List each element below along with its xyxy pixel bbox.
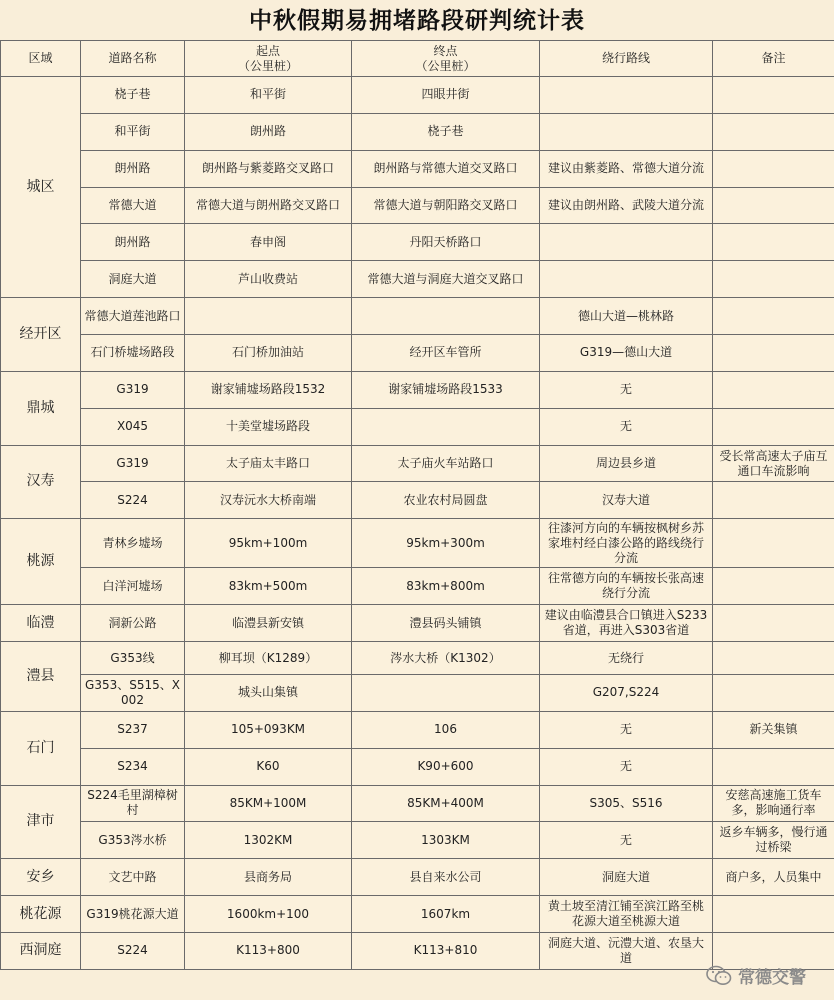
region-cell: 临澧 (1, 605, 81, 642)
region-cell: 石门 (1, 711, 81, 785)
end-cell: 澧县码头铺镇 (352, 605, 540, 642)
remark-cell (713, 748, 834, 785)
remark-cell: 商户多，人员集中 (713, 859, 834, 896)
remark-cell (713, 150, 834, 187)
watermark (706, 963, 806, 988)
detour-cell: 德山大道—桃林路 (540, 298, 713, 335)
remark-cell (713, 605, 834, 642)
end-cell: 83km+800m (352, 568, 540, 605)
start-cell: 石门桥加油站 (185, 335, 352, 372)
table-row (1, 785, 834, 822)
road-cell: 朗州路 (81, 150, 185, 187)
header-end (352, 41, 540, 77)
start-cell: 芦山收费站 (185, 261, 352, 298)
end-cell: 106 (352, 711, 540, 748)
detour-cell (540, 77, 713, 114)
end-cell (352, 298, 540, 335)
detour-cell: 建议由临澧县合口镇进入S233省道，再进入S303省道 (540, 605, 713, 642)
start-cell: 春申阁 (185, 224, 352, 261)
remark-cell (713, 408, 834, 445)
end-cell (352, 408, 540, 445)
region-cell: 鼎城 (1, 371, 81, 445)
table-row (1, 335, 834, 372)
end-cell: 1303KM (352, 822, 540, 859)
start-cell: 临澧县新安镇 (185, 605, 352, 642)
header-end-sub: （公里桩） (415, 58, 476, 73)
road-cell: 石门桥墟场路段 (81, 335, 185, 372)
end-cell: 朗州路与常德大道交叉路口 (352, 150, 540, 187)
region-cell: 桃源 (1, 519, 81, 605)
start-cell: 83km+500m (185, 568, 352, 605)
detour-cell: 汉寿大道 (540, 482, 713, 519)
end-cell: 涔水大桥（K1302） (352, 642, 540, 675)
table-row (1, 261, 834, 298)
remark-cell (713, 568, 834, 605)
end-cell: 经开区车管所 (352, 335, 540, 372)
start-cell: 县商务局 (185, 859, 352, 896)
header-end-main: 终点 (433, 43, 458, 58)
table-row (1, 896, 834, 933)
detour-cell: 洞庭大道 (540, 859, 713, 896)
road-cell: G319 (81, 445, 185, 482)
table-row (1, 482, 834, 519)
table-body (1, 77, 834, 970)
road-cell: 洞庭大道 (81, 261, 185, 298)
end-cell (352, 674, 540, 711)
remark-cell (713, 224, 834, 261)
end-cell: 丹阳天桥路口 (352, 224, 540, 261)
remark-cell (713, 261, 834, 298)
detour-cell: S305、S516 (540, 785, 713, 822)
end-cell: 1607km (352, 896, 540, 933)
road-cell: 常德大道莲池路口 (81, 298, 185, 335)
table-row (1, 822, 834, 859)
header-start (185, 41, 352, 77)
road-cell: 洞新公路 (81, 605, 185, 642)
region-cell: 城区 (1, 77, 81, 298)
region-cell: 安乡 (1, 859, 81, 896)
table-row (1, 77, 834, 114)
road-cell: X045 (81, 408, 185, 445)
header-start-main: 起点 (255, 43, 280, 58)
start-cell: 和平街 (185, 77, 352, 114)
header-start-sub: （公里桩） (237, 58, 298, 73)
road-cell: 青林乡墟场 (81, 519, 185, 568)
wechat-icon (706, 965, 732, 987)
detour-cell: 往常德方向的车辆按长张高速绕行分流 (540, 568, 713, 605)
table-row (1, 568, 834, 605)
table-row (1, 150, 834, 187)
road-cell: 朗州路 (81, 224, 185, 261)
header-region: 区域 (1, 41, 81, 77)
detour-cell: G207,S224 (540, 674, 713, 711)
table-row (1, 371, 834, 408)
remark-cell (713, 482, 834, 519)
road-cell: S234 (81, 748, 185, 785)
detour-cell: 无绕行 (540, 642, 713, 675)
end-cell: 县自来水公司 (352, 859, 540, 896)
table-row (1, 519, 834, 568)
table-row (1, 748, 834, 785)
table-row (1, 642, 834, 675)
road-cell: S224 (81, 932, 185, 969)
region-cell: 桃花源 (1, 896, 81, 933)
remark-cell (713, 896, 834, 933)
detour-cell: 无 (540, 408, 713, 445)
table-row (1, 298, 834, 335)
remark-cell: 安慈高速施工货车多，影响通行率 (713, 785, 834, 822)
start-cell: 朗州路 (185, 113, 352, 150)
remark-cell: 返乡车辆多，慢行通过桥梁 (713, 822, 834, 859)
remark-cell: 新关集镇 (713, 711, 834, 748)
road-cell: G353、S515、X002 (81, 674, 185, 711)
end-cell: 85KM+400M (352, 785, 540, 822)
table-row (1, 859, 834, 896)
header-remark: 备注 (713, 41, 834, 77)
road-cell: 常德大道 (81, 187, 185, 224)
table-row (1, 445, 834, 482)
table-row (1, 113, 834, 150)
detour-cell (540, 261, 713, 298)
detour-cell: G319—德山大道 (540, 335, 713, 372)
road-cell: S224 (81, 482, 185, 519)
end-cell: 农业农村局圆盘 (352, 482, 540, 519)
table-row (1, 224, 834, 261)
end-cell: 常德大道与洞庭大道交叉路口 (352, 261, 540, 298)
detour-cell: 往漆河方向的车辆按枫树乡苏家堆村经白漆公路的路线绕行分流 (540, 519, 713, 568)
table-row (1, 711, 834, 748)
start-cell: 朗州路与紫菱路交叉路口 (185, 150, 352, 187)
end-cell: K90+600 (352, 748, 540, 785)
start-cell (185, 298, 352, 335)
region-cell: 西洞庭 (1, 932, 81, 969)
region-cell: 经开区 (1, 298, 81, 372)
remark-cell (713, 642, 834, 675)
start-cell: 105+093KM (185, 711, 352, 748)
detour-cell: 建议由紫菱路、常德大道分流 (540, 150, 713, 187)
start-cell: 95km+100m (185, 519, 352, 568)
start-cell: 十美堂墟场路段 (185, 408, 352, 445)
table-row (1, 674, 834, 711)
start-cell: 1600km+100 (185, 896, 352, 933)
detour-cell: 无 (540, 371, 713, 408)
road-cell: S224毛里湖樟树村 (81, 785, 185, 822)
watermark-text: 常德交警 (738, 968, 806, 988)
road-cell: G353线 (81, 642, 185, 675)
table-row (1, 408, 834, 445)
remark-cell (713, 674, 834, 711)
start-cell: 城头山集镇 (185, 674, 352, 711)
region-cell: 津市 (1, 785, 81, 859)
remark-cell (713, 335, 834, 372)
detour-cell: 无 (540, 822, 713, 859)
remark-cell (713, 298, 834, 335)
road-cell: 桡子巷 (81, 77, 185, 114)
road-cell: 文艺中路 (81, 859, 185, 896)
region-cell: 汉寿 (1, 445, 81, 519)
remark-cell (713, 187, 834, 224)
detour-cell (540, 113, 713, 150)
end-cell: 桡子巷 (352, 113, 540, 150)
detour-cell: 无 (540, 748, 713, 785)
end-cell: K113+810 (352, 932, 540, 969)
end-cell: 太子庙火车站路口 (352, 445, 540, 482)
region-cell: 澧县 (1, 642, 81, 712)
table-row (1, 187, 834, 224)
header-road: 道路名称 (81, 41, 185, 77)
table-row (1, 605, 834, 642)
table-title: 中秋假期易拥堵路段研判统计表 (249, 7, 585, 34)
end-cell: 谢家铺墟场路段1533 (352, 371, 540, 408)
start-cell: 柳耳坝（K1289） (185, 642, 352, 675)
end-cell: 95km+300m (352, 519, 540, 568)
road-cell: G319桃花源大道 (81, 896, 185, 933)
detour-cell: 黄土坡至清江铺至滨江路至桃花源大道至桃源大道 (540, 896, 713, 933)
remark-cell (713, 77, 834, 114)
end-cell: 四眼井街 (352, 77, 540, 114)
remark-cell (713, 371, 834, 408)
congestion-table (0, 40, 834, 970)
header-row (1, 41, 834, 77)
header-detour: 绕行路线 (540, 41, 713, 77)
road-cell: 和平街 (81, 113, 185, 150)
road-cell: G353涔水桥 (81, 822, 185, 859)
road-cell: G319 (81, 371, 185, 408)
detour-cell (540, 224, 713, 261)
start-cell: 汉寿沅水大桥南端 (185, 482, 352, 519)
remark-cell (713, 113, 834, 150)
remark-cell: 受长常高速太子庙互通口车流影响 (713, 445, 834, 482)
start-cell: 85KM+100M (185, 785, 352, 822)
start-cell: K113+800 (185, 932, 352, 969)
remark-cell (713, 519, 834, 568)
start-cell: 1302KM (185, 822, 352, 859)
road-cell: S237 (81, 711, 185, 748)
start-cell: 太子庙太丰路口 (185, 445, 352, 482)
road-cell: 白洋河墟场 (81, 568, 185, 605)
detour-cell: 周边县乡道 (540, 445, 713, 482)
detour-cell: 建议由朗州路、武陵大道分流 (540, 187, 713, 224)
start-cell: 常德大道与朗州路交叉路口 (185, 187, 352, 224)
end-cell: 常德大道与朝阳路交叉路口 (352, 187, 540, 224)
start-cell: 谢家铺墟场路段1532 (185, 371, 352, 408)
start-cell: K60 (185, 748, 352, 785)
detour-cell: 洞庭大道、沅澧大道、农垦大道 (540, 932, 713, 969)
detour-cell: 无 (540, 711, 713, 748)
